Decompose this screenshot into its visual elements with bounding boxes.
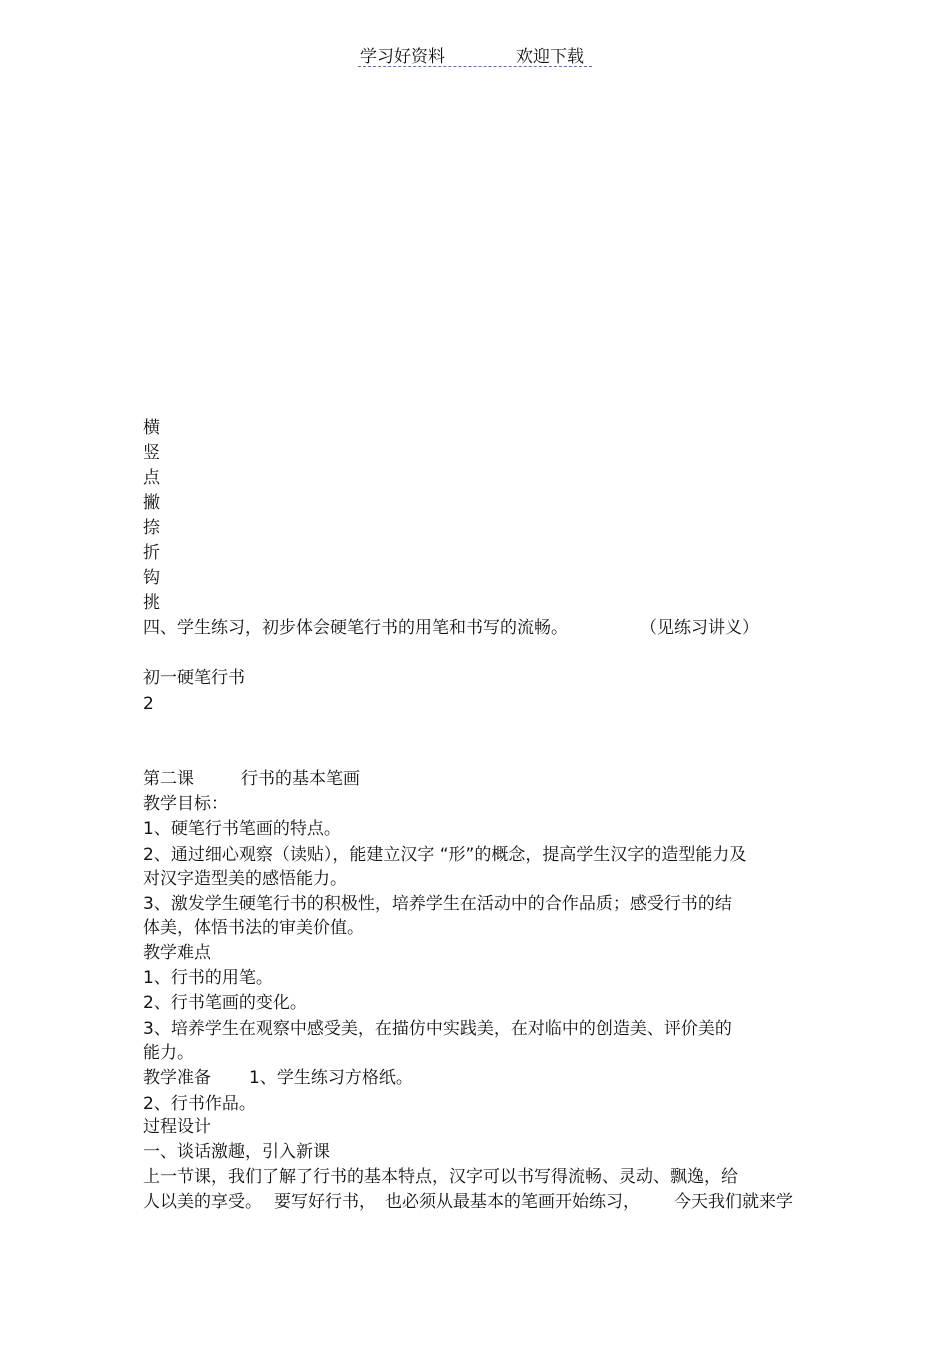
paragraph-segment: 要写好行书， — [274, 1192, 376, 1212]
stroke-item: 折 — [143, 543, 160, 563]
prep-item: 1、学生练习方格纸。 — [249, 1068, 413, 1088]
goals-heading: 教学目标： — [143, 794, 228, 814]
header-right-text: 欢迎下载 — [516, 47, 584, 67]
process-heading: 过程设计 — [143, 1117, 211, 1137]
course-number: 2 — [143, 694, 154, 714]
prep-heading: 教学准备 — [143, 1068, 211, 1088]
stroke-item: 挑 — [143, 593, 160, 613]
goal-line: 2、通过细心观察（读贴），能建立汉字 “形”的概念，提高学生汉字的造型能力及 — [143, 845, 747, 865]
stroke-item: 捺 — [143, 518, 160, 538]
difficulty-line: 能力。 — [143, 1043, 194, 1063]
prep-item: 2、行书作品。 — [143, 1094, 256, 1114]
paragraph-segment: 人以美的享受。 — [143, 1192, 262, 1212]
difficulty-line: 1、行书的用笔。 — [143, 968, 273, 988]
course-title: 初一硬笔行书 — [143, 668, 245, 688]
header-left-text: 学习好资料 — [360, 47, 445, 67]
paragraph-segment: 今天我们就来学 — [674, 1192, 793, 1212]
stroke-item: 横 — [143, 418, 160, 438]
difficulty-line: 2、行书笔画的变化。 — [143, 993, 307, 1013]
paragraph-line: 上一节课，我们了解了行书的基本特点，汉字可以书写得流畅、灵动、飘逸，给 — [143, 1167, 738, 1187]
page-header — [358, 40, 592, 67]
goal-line: 1、硬笔行书笔画的特点。 — [143, 819, 341, 839]
lesson-title: 行书的基本笔画 — [241, 769, 360, 789]
goal-line: 3、激发学生硬笔行书的积极性，培养学生在活动中的合作品质；感受行书的结 — [143, 894, 732, 914]
stroke-item: 点 — [143, 468, 160, 488]
step-heading: 一、谈话激趣，引入新课 — [143, 1142, 330, 1162]
stroke-item: 钩 — [143, 568, 160, 588]
goal-line: 对汉字造型美的感悟能力。 — [143, 869, 347, 889]
difficulty-line: 3、培养学生在观察中感受美，在描仿中实践美，在对临中的创造美、评价美的 — [143, 1019, 732, 1039]
lesson-label: 第二课 — [143, 769, 194, 789]
goal-line: 体美，体悟书法的审美价值。 — [143, 918, 364, 938]
practice-note: （见练习讲义） — [640, 618, 759, 638]
paragraph-segment: 也必须从最基本的笔画开始练习， — [385, 1192, 640, 1212]
practice-text: 四、学生练习，初步体会硬笔行书的用笔和书写的流畅。 — [143, 618, 568, 638]
difficulty-heading: 教学难点 — [143, 943, 211, 963]
stroke-item: 竖 — [143, 443, 160, 463]
stroke-item: 撇 — [143, 493, 160, 513]
